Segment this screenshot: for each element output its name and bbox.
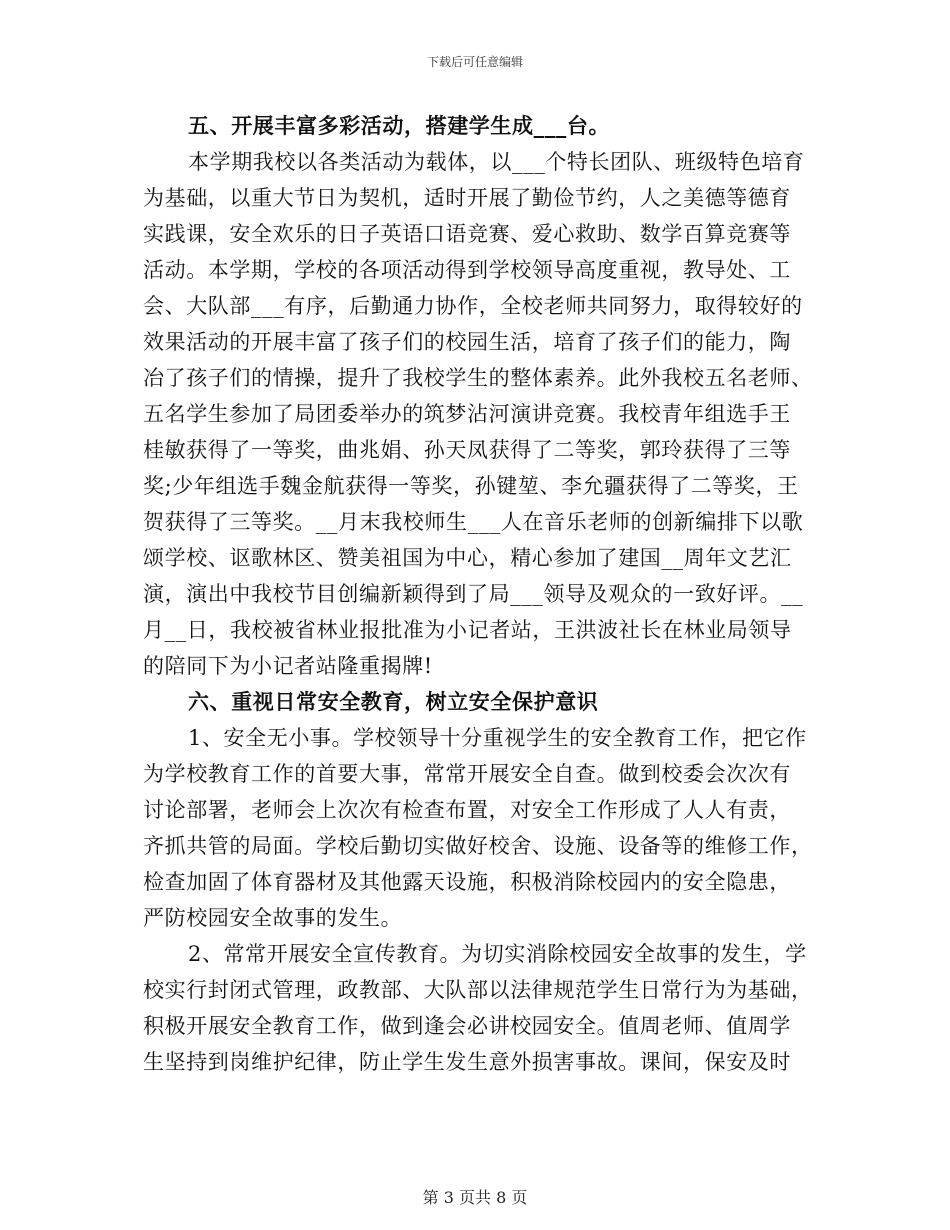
paragraph-line: 会、大队部___有序，后勤通力协作，全校老师共同努力，取得较好的 (143, 294, 803, 318)
paragraph-line: 2、常常开展安全宣传教育。为切实消除校园安全故事的发生，学 (188, 942, 807, 966)
section-heading: 六、重视日常安全教育，树立安全保护意识 (188, 689, 599, 714)
paragraph-line: 演，演出中我校节目创编新颖得到了局___领导及观众的一致好评。__ (143, 582, 804, 606)
paragraph-line: 为学校教育工作的首要大事，常常开展安全自查。做到校委会次次有 (143, 762, 791, 786)
paragraph-line: 严防校园安全故事的发生。 (143, 906, 403, 930)
paragraph-line: 冶了孩子们的情操，提升了我校学生的整体素养。此外我校五名老师、 (143, 366, 813, 390)
paragraph-line: 为基础，以重大节日为契机，适时开展了勤俭节约，人之美德等德育 (143, 186, 791, 210)
paragraph-line: 齐抓共管的局面。学校后勤切实做好校舍、设施、设备等的维修工作， (143, 834, 813, 858)
paragraph-line: 五名学生参加了局团委举办的筑梦沾河演讲竞赛。我校青年组选手王 (143, 402, 791, 426)
paragraph-line: 活动。本学期，学校的各项活动得到学校领导高度重视，教导处、工 (143, 258, 791, 282)
paragraph-line: 校实行封闭式管理，政教部、大队部以法律规范学生日常行为为基础， (143, 978, 813, 1002)
document-body (143, 108, 813, 1080)
paragraph-line: 奖;少年组选手魏金航获得一等奖，孙键堃、李允疆获得了二等奖，王 (143, 474, 799, 498)
paragraph-line: 讨论部署，老师会上次次有检查布置，对安全工作形成了人人有责， (143, 798, 791, 822)
paragraph-line: 检查加固了体育器材及其他露天设施，积极消除校园内的安全隐患， (143, 870, 791, 894)
paragraph-line: 积极开展安全教育工作，做到逢会必讲校园安全。值周老师、值周学 (143, 1014, 791, 1038)
paragraph-line: 桂敏获得了一等奖，曲兆娟、孙天凤获得了二等奖，郭玲获得了三等 (143, 438, 791, 462)
paragraph-line: 贺获得了三等奖。__月末我校师生___人在音乐老师的创新编排下以歌 (143, 510, 804, 534)
paragraph-line: 月__日，我校被省林业报批准为小记者站，王洪波社长在林业局领导 (143, 618, 792, 642)
paragraph-line: 颂学校、讴歌林区、赞美祖国为中心，精心参加了建国__周年文艺汇 (143, 546, 792, 570)
page-footer: 第 3 页共 8 页 (422, 1188, 528, 1207)
paragraph-line: 本学期我校以各类活动为载体，以___个特长团队、班级特色培育 (188, 150, 805, 174)
paragraph-line: 的陪同下为小记者站隆重揭牌! (143, 654, 433, 678)
paragraph-line: 生坚持到岗维护纪律，防止学生发生意外损害事故。课间，保安及时 (143, 1050, 791, 1074)
page-header: 下载后可任意编辑 (426, 55, 523, 69)
section-heading: 五、开展丰富多彩活动，搭建学生成___台。 (188, 113, 611, 138)
paragraph-line: 效果活动的开展丰富了孩子们的校园生活，培育了孩子们的能力，陶 (143, 330, 791, 354)
paragraph-line: 1、安全无小事。学校领导十分重视学生的安全教育工作，把它作 (188, 726, 807, 750)
paragraph-line: 实践课，安全欢乐的日子英语口语竞赛、爱心救助、数学百算竞赛等 (143, 222, 791, 246)
